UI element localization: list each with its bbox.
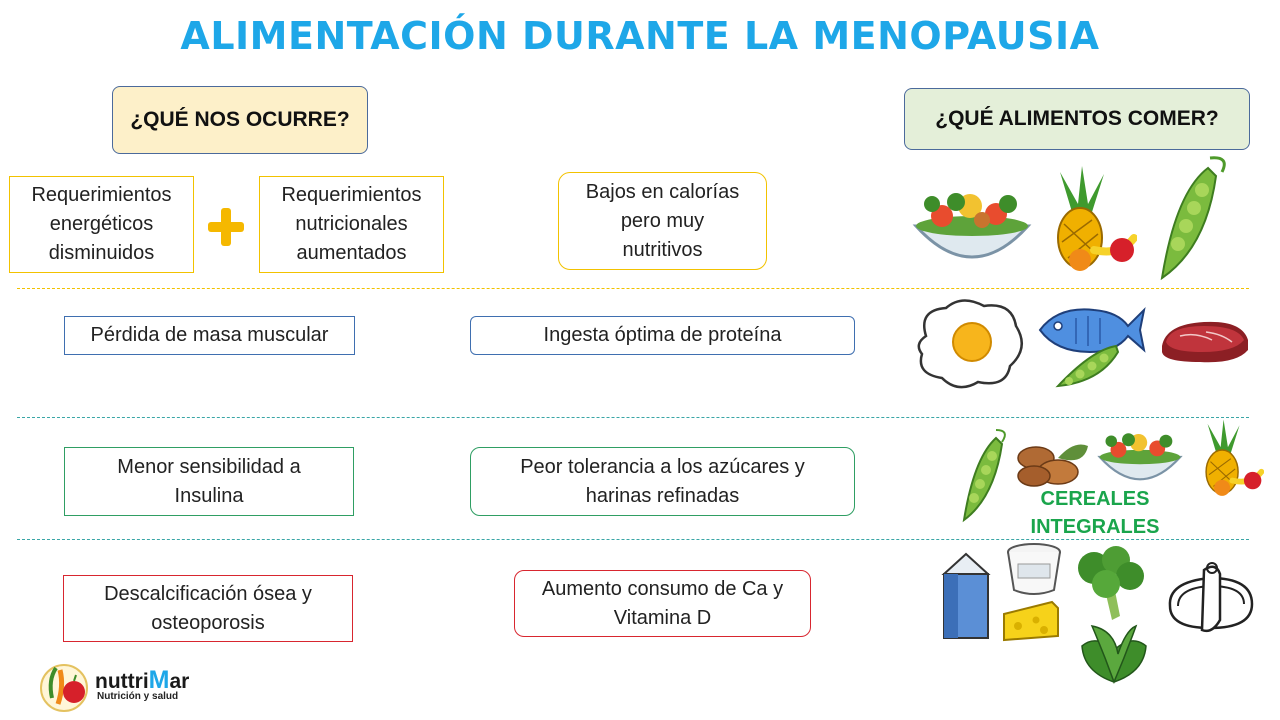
plus-icon [208,206,244,248]
solution-low-calorie: Bajos en calorías pero muy nutritivos [558,172,767,270]
brand-tagline: Nutrición y salud [97,691,179,702]
green-peas-icon [956,426,1012,524]
header-what-to-eat: ¿QUÉ ALIMENTOS COMER? [904,88,1250,150]
almonds-icon [1014,436,1090,490]
green-peas-icon [1150,152,1236,286]
solution-protein-intake: Ingesta óptima de proteína [470,316,855,355]
separator-1 [17,288,1249,289]
salad-bowl-icon [908,176,1036,276]
problem-energy-requirements: Requerimientos energéticos disminuidos [9,176,194,273]
fruits-icon [1194,418,1264,498]
problem-osteoporosis: Descalcificación ósea y osteoporosis [63,575,353,642]
milk-carton-icon [938,550,994,644]
problem-nutritional-requirements: Requerimientos nutricionales aumentados [259,176,444,273]
page-title: ALIMENTACIÓN DURANTE LA MENOPAUSIA [180,14,1100,58]
problem-insulin-sensitivity: Menor sensibilidad a Insulina [64,447,354,516]
separator-2 [17,417,1249,418]
broccoli-icon [1072,546,1150,622]
cheese-icon [1000,598,1062,644]
sardine-can-icon [1164,560,1256,642]
salad-bowl-icon [1094,420,1186,494]
header-what-happens: ¿QUÉ NOS OCURRE? [112,86,368,154]
fried-egg-icon [912,296,1026,392]
solution-sugar-tolerance: Peor tolerancia a los azúcares y harinas refinadas [470,447,855,516]
spinach-icon [1074,620,1154,686]
whole-grains-label: CEREALES INTEGRALES [1030,488,1160,538]
nuttrimar-logo-icon [38,658,98,714]
fruits-icon [1042,164,1137,274]
problem-muscle-loss: Pérdida de masa muscular [64,316,355,355]
yogurt-icon [1002,540,1066,598]
beef-steak-icon [1156,318,1252,366]
solution-calcium-vitamin-d: Aumento consumo de Ca y Vitamina D [514,570,811,637]
brand-name: nuttriMar [95,666,190,694]
green-peas-icon [1052,340,1124,396]
